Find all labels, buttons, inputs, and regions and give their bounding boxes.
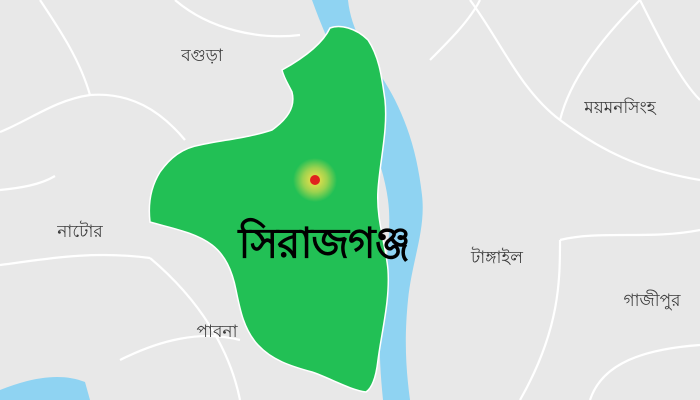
location-marker [310,175,320,185]
label-natore: নাটোর [57,222,103,242]
label-gazipur: গাজীপুর [623,291,681,311]
label-sirajganj: সিরাজগঞ্জ [238,218,410,268]
label-bogura: বগুড়া [181,46,223,66]
label-pabna: পাবনা [196,322,238,342]
label-tangail: টাঙ্গাইল [471,248,523,268]
label-mymensingh: ময়মনসিংহ [584,98,656,118]
